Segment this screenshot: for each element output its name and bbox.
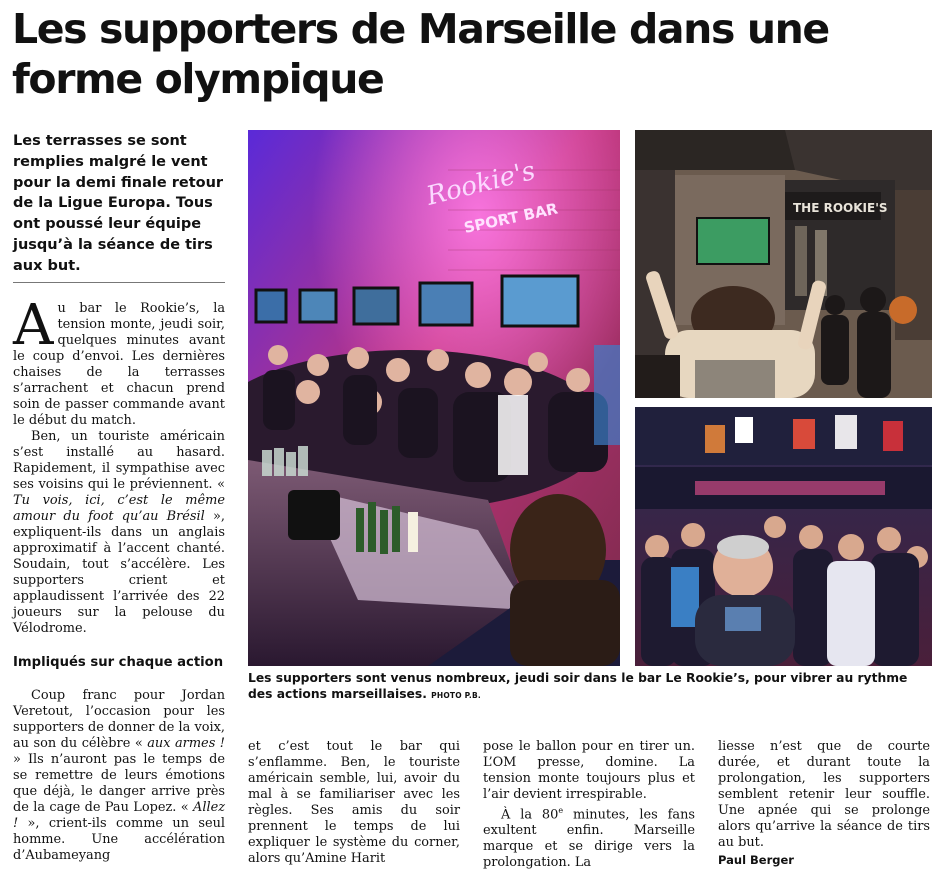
paragraph-2-end: », expliquent-ils dans un anglais approximatif à l’accent chanté. Soudain, tout s’accélère. Les supporters crient et applaudissent l’arrivée des 22 joueurs sur la pelouse du Vélodrome. bbox=[13, 509, 225, 636]
photo-tense-crowd bbox=[635, 407, 932, 666]
paragraph-3-text-c: », crient-ils comme un seul homme. Une accélération d’Aubameyang bbox=[13, 816, 225, 863]
body-column-1-bottom bbox=[13, 688, 225, 864]
column-3-text-b-pre: À la 80 bbox=[501, 807, 559, 823]
photo-bar-interior-image bbox=[248, 130, 620, 666]
drop-cap: A bbox=[13, 293, 54, 358]
photo-tense-crowd-image bbox=[635, 407, 932, 666]
paragraph-3 bbox=[13, 688, 225, 864]
paragraph-2-quote: Tu vois, ici, c’est le même amour du foot qu’au Brésil bbox=[13, 493, 225, 524]
lede-divider bbox=[13, 282, 225, 283]
column-3-text-b bbox=[483, 803, 695, 871]
photo-credit: PHOTO P.B. bbox=[431, 691, 481, 700]
column-4-text: liesse n’est que de courte durée, et durant toute la prolongation, les supporters semblent retenir leur souffle. Une apnée qui se prolonge alors qu’arrive la séance de tirs au but. bbox=[718, 739, 930, 850]
neon-sign-subtext: SPORT BAR bbox=[462, 199, 560, 237]
body-column-2 bbox=[248, 739, 460, 867]
body-column-3 bbox=[483, 739, 695, 871]
tv-screen bbox=[420, 283, 472, 325]
tv-screen bbox=[354, 288, 398, 324]
author-signature: Paul Berger bbox=[718, 853, 794, 867]
photo-caption bbox=[248, 670, 932, 704]
paragraph-1-text: u bar le Rookie’s, la tension monte, jeudi soir, quelques minutes avant le coup d’envoi. Les dernières chaises de la terrasses s’arrachent et chacun prend soin de passer commande avant le début du match. bbox=[13, 301, 225, 428]
paragraph-2-text: Ben, un touriste américain s’est installé au hasard. Rapidement, il sympathise avec ses voisins qui le préviennent. « bbox=[13, 429, 225, 492]
neon-sign-text: Rookie's bbox=[423, 155, 539, 212]
caption-text: Les supporters sont venus nombreux, jeudi soir dans le bar Le Rookie’s, pour vibrer au rythme des actions marseillaises. bbox=[248, 671, 908, 701]
photo-terrace bbox=[635, 130, 932, 398]
photo-bar-interior bbox=[248, 130, 620, 666]
paragraph-2 bbox=[13, 429, 225, 637]
column-3-text-b-post: minutes, les fans exultent enfin. Marseille marque et se dirige vers la prolongation. La bbox=[483, 807, 695, 871]
body-column-1-top bbox=[13, 293, 225, 637]
column-3-superscript: e bbox=[558, 806, 564, 815]
paragraph-3-text-b: » Ils n’auront pas le temps de se remettre de leurs émotions que déjà, le danger arrive près de la cage de Pau Lopez. « bbox=[13, 752, 225, 815]
tv-screen bbox=[256, 290, 286, 322]
paragraph-3-quote-1: aux armes ! bbox=[147, 736, 225, 751]
paragraph-1 bbox=[13, 293, 225, 429]
section-subhead: Impliqués sur chaque action bbox=[13, 655, 224, 670]
tv-screen bbox=[300, 290, 336, 322]
paragraph-3-text-a: Coup franc pour Jordan Veretout, l’occasion pour les supporters de donner de la voix, au son du célèbre « bbox=[13, 688, 225, 751]
tv-screen bbox=[502, 276, 578, 326]
body-column-4 bbox=[718, 739, 930, 868]
bar-sign-text: THE ROOKIE'S bbox=[793, 201, 888, 215]
article-headline: Les supporters de Marseille dans une forme olympique bbox=[12, 5, 829, 103]
article-lede: Les terrasses se sont remplies malgré le vent pour la demi finale retour de la Ligue Europa. Tous ont poussé leur équipe jusqu’à la séance de tirs aux but. bbox=[13, 133, 224, 274]
column-3-text-a: pose le ballon pour en tirer un. L’OM presse, domine. La tension monte toujours plus et l’air devient irrespirable. bbox=[483, 739, 695, 802]
photo-terrace-image bbox=[635, 130, 932, 398]
column-2-text: et c’est tout le bar qui s’enflamme. Ben, le touriste américain semble, lui, avoir du mal à se familiariser avec les règles. Ses amis du soir prennent le temps de lui expliquer le système du corner, alors qu’Amine Harit bbox=[248, 739, 460, 866]
terrace-tv-screen bbox=[697, 218, 769, 264]
paragraph-3-quote-2: Allez ! bbox=[13, 800, 225, 831]
